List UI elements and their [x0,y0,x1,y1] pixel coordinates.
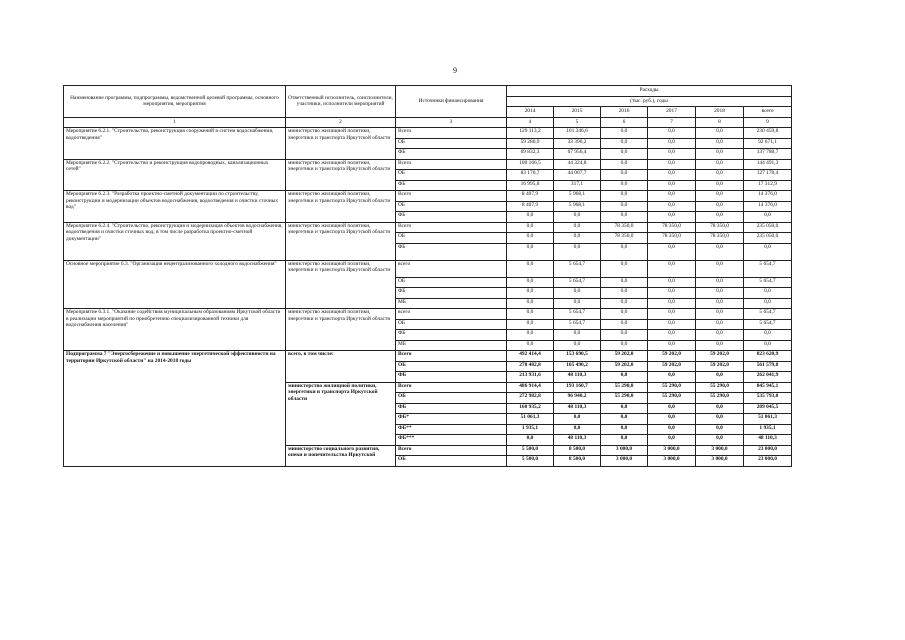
amount-cell: 5 654,7 [744,309,792,320]
amount-cell: 59 202,0 [648,361,696,372]
amount-cell: 0,0 [601,170,648,181]
table-body [64,128,792,467]
amount-cell: 0,0 [696,128,744,139]
amount-cell: 0,0 [744,298,792,309]
amount-cell: 0,0 [696,159,744,170]
amount-cell: 78 350,0 [601,233,648,244]
funding-source: ОБ [396,361,507,372]
amount-cell: 0,0 [601,149,648,160]
amount-cell: 100 166,5 [507,159,554,170]
header-executor: Ответственный исполнитель, соисполнители, участники, исполнители мероприятий [286,86,396,118]
amount-cell: 78 350,0 [696,233,744,244]
amount-cell: 48 110,3 [554,435,601,446]
amount-cell: 0,0 [648,298,696,309]
header-total: всего [744,107,792,118]
amount-cell: 5 654,7 [554,309,601,320]
amount-cell: 0,0 [601,260,648,277]
amount-cell: 0,0 [744,288,792,299]
amount-cell: 0,0 [648,170,696,181]
amount-cell: 8 500,0 [554,456,601,467]
funding-source: ОБ [396,170,507,181]
amount-cell: 0,0 [601,128,648,139]
amount-cell: 0,0 [648,201,696,212]
amount-cell: 0,0 [507,288,554,299]
amount-cell: 129 113,2 [507,128,554,139]
amount-cell: 0,0 [601,277,648,288]
amount-cell: 3 000,0 [696,456,744,467]
measure-name: Мероприятие 6.2.2. "Строительство и реконструкция водопроводных, канализационных сетей" [64,159,286,191]
amount-cell: 0,0 [648,159,696,170]
funding-source: Всего [396,222,507,233]
column-number: 7 [648,117,696,128]
amount-cell: 144 491,3 [744,159,792,170]
amount-cell: 3 000,0 [648,445,696,456]
amount-cell: 5 654,7 [744,319,792,330]
amount-cell: 0,0 [601,340,648,351]
amount-cell: 0,0 [648,309,696,320]
amount-cell: 0,0 [696,424,744,435]
subprogram-name: Подпрограмма 7 "Энергосбережение и повышение энергетической эффективности на территории Иркутской области" на 2014-2018 годы [64,351,286,467]
funding-source: ФБ [396,243,507,260]
funding-source: Всего [396,191,507,202]
amount-cell: 0,0 [648,277,696,288]
funding-source: Всего [396,128,507,139]
table-row [64,159,792,170]
amount-cell: 5 968,1 [554,201,601,212]
amount-cell: 0,0 [696,191,744,202]
header-year: 2014 [507,107,554,118]
amount-cell: 0,0 [696,149,744,160]
header-year: 2016 [601,107,648,118]
amount-cell: 0,0 [601,424,648,435]
funding-source: ОБ [396,201,507,212]
amount-cell: 55 290,0 [601,393,648,404]
column-number: 9 [744,117,792,128]
amount-cell: 262 041,9 [744,372,792,383]
amount-cell: 535 793,0 [744,393,792,404]
amount-cell: 48 110,3 [554,372,601,383]
amount-cell: 0,0 [648,138,696,149]
amount-cell: 101 346,6 [554,128,601,139]
amount-cell: 23 000,0 [744,456,792,467]
funding-source: ОБ [396,319,507,330]
amount-cell: 17 312,9 [744,180,792,191]
amount-cell: 59 202,0 [648,351,696,362]
amount-cell: 0,0 [648,191,696,202]
amount-cell: 0,0 [648,212,696,223]
table-row [64,351,792,362]
amount-cell: 235 050,0 [744,233,792,244]
funding-source: ФБ* [396,414,507,425]
amount-cell: 55 290,0 [696,393,744,404]
amount-cell: 0,0 [554,243,601,260]
header-name: Наименование программы, подпрограммы, ведомственной целевой программы, основного мероприятия, мероприятия [64,86,286,118]
amount-cell: 5 500,0 [507,445,554,456]
table-header [64,86,792,128]
funding-source: ОБ [396,393,507,404]
amount-cell: 0,0 [601,243,648,260]
table-row [64,260,792,277]
funding-source: Всего [396,351,507,362]
executor: министерство жилищной политики, энергетики и транспорта Иркутской области [286,260,396,309]
amount-cell: 0,0 [601,330,648,341]
amount-cell: 823 620,9 [744,351,792,362]
amount-cell: 561 579,0 [744,361,792,372]
amount-cell: 16 995,8 [507,180,554,191]
amount-cell: 1 935,1 [507,424,554,435]
amount-cell: 5 654,7 [554,260,601,277]
amount-cell: 0,0 [648,435,696,446]
column-number: 2 [286,117,396,128]
amount-cell: 0,0 [696,372,744,383]
amount-cell: 55 290,0 [601,382,648,393]
amount-cell: 0,0 [648,288,696,299]
amount-cell: 0,0 [696,298,744,309]
funding-source: ФБ [396,149,507,160]
amount-cell: 0,0 [696,330,744,341]
column-number: 1 [64,117,286,128]
amount-cell: 0,0 [601,288,648,299]
funding-source: МБ [396,340,507,351]
amount-cell: 59 202,0 [601,361,648,372]
funding-source: ФБ [396,288,507,299]
amount-cell: 55 290,0 [696,382,744,393]
amount-cell: 8 407,9 [507,191,554,202]
amount-cell: 105 490,2 [554,361,601,372]
funding-source: ФБ*** [396,435,507,446]
amount-cell: 3 000,0 [696,445,744,456]
header-year: 2015 [554,107,601,118]
column-number: 4 [507,117,554,128]
header-year: 2017 [648,107,696,118]
amount-cell: 83 170,7 [507,170,554,181]
amount-cell: 48 110,3 [744,435,792,446]
amount-cell: 0,0 [554,340,601,351]
amount-cell: 5 500,0 [507,456,554,467]
amount-cell: 0,0 [554,288,601,299]
amount-cell: 59 202,0 [696,361,744,372]
amount-cell: 33 390,2 [554,138,601,149]
amount-cell: 59 202,0 [601,351,648,362]
amount-cell: 1 935,1 [744,424,792,435]
funding-source: ФБ [396,403,507,414]
executor: всего, в том числе: [286,351,396,383]
column-number: 6 [601,117,648,128]
amount-cell: 492 414,4 [507,351,554,362]
table-row [64,191,792,202]
amount-cell: 317,1 [554,180,601,191]
amount-cell: 5 654,7 [554,277,601,288]
amount-cell: 209 045,5 [744,403,792,414]
amount-cell: 78 350,0 [648,222,696,233]
executor: министерство жилищной политики, энергетики и транспорта Иркутской области [286,309,396,351]
amount-cell: 0,0 [648,424,696,435]
amount-cell: 0,0 [507,319,554,330]
amount-cell: 0,0 [696,243,744,260]
amount-cell: 3 000,0 [601,456,648,467]
amount-cell: 0,0 [601,138,648,149]
amount-cell: 0,0 [648,128,696,139]
amount-cell: 5 654,7 [554,319,601,330]
column-number: 8 [696,117,744,128]
amount-cell: 0,0 [648,260,696,277]
amount-cell: 0,0 [648,414,696,425]
amount-cell: 213 931,6 [507,372,554,383]
amount-cell: 55 290,0 [648,382,696,393]
funding-source: МБ [396,298,507,309]
table-row [64,309,792,320]
amount-cell: 0,0 [696,309,744,320]
amount-cell: 845 945,1 [744,382,792,393]
amount-cell: 23 000,0 [744,445,792,456]
amount-cell: 59 202,0 [696,351,744,362]
amount-cell: 0,0 [554,233,601,244]
amount-cell: 0,0 [601,201,648,212]
amount-cell: 5 968,1 [554,191,601,202]
amount-cell: 8 500,0 [554,445,601,456]
amount-cell: 51 061,3 [507,414,554,425]
amount-cell: 0,0 [601,319,648,330]
amount-cell: 0,0 [696,180,744,191]
amount-cell: 0,0 [601,298,648,309]
amount-cell: 272 982,8 [507,393,554,404]
amount-cell: 78 350,0 [601,222,648,233]
amount-cell: 0,0 [696,260,744,277]
header-units: (тыс. руб.), годы [507,96,792,107]
executor: министерство жилищной политики, энергетики и транспорта Иркутской области [286,222,396,260]
amount-cell: 55 290,0 [648,393,696,404]
amount-cell: 0,0 [648,319,696,330]
amount-cell: 0,0 [696,288,744,299]
amount-cell: 230 459,8 [744,128,792,139]
executor: министерство жилищной политики, энергетики и транспорта Иркутской области [286,382,396,445]
funding-source: ФБ [396,330,507,341]
amount-cell: 69 832,3 [507,149,554,160]
amount-cell: 0,0 [601,191,648,202]
funding-source: ФБ [396,372,507,383]
amount-cell: 0,0 [507,309,554,320]
amount-cell: 67 956,4 [554,149,601,160]
table-row [64,128,792,139]
amount-cell: 0,0 [507,212,554,223]
amount-cell: 14 376,0 [744,201,792,212]
amount-cell: 59 280,9 [507,138,554,149]
amount-cell: 0,0 [696,277,744,288]
amount-cell: 127 178,4 [744,170,792,181]
amount-cell: 0,0 [696,435,744,446]
measure-name: Мероприятие 6.2.4. "Строительство, реконструкция и модернизация объектов водоснабжения, водоотведения и очистки сточных вод, в том числе разработка проектно-сметной документации" [64,222,286,260]
table-row [64,222,792,233]
amount-cell: 0,0 [744,340,792,351]
executor: министерство социального развития, опеки и попечительства Иркутской [286,445,396,466]
funding-source: ОБ [396,456,507,467]
amount-cell: 278 482,8 [507,361,554,372]
amount-cell: 0,0 [601,180,648,191]
amount-cell: 0,0 [554,212,601,223]
amount-cell: 0,0 [507,233,554,244]
amount-cell: 0,0 [696,138,744,149]
funding-source: всего [396,309,507,320]
amount-cell: 0,0 [601,212,648,223]
amount-cell: 92 671,1 [744,138,792,149]
funding-source: Всего [396,445,507,456]
amount-cell: 0,0 [601,372,648,383]
amount-cell: 0,0 [554,222,601,233]
measure-name: Мероприятие 6.2.3. "Разработка проектно-сметной документации по строительству, реконструкции и модернизации объектов водоснабжения, водоотведения и очистки сточных вод" [64,191,286,223]
executor: министерство жилищной политики, энергетики и транспорта Иркутской области [286,128,396,160]
measure-name: Мероприятие 6.2.1. "Строительство, реконструкция сооружений и систем водоснабжения, водоотведения" [64,128,286,160]
funding-source: ОБ [396,233,507,244]
amount-cell: 0,0 [554,424,601,435]
amount-cell: 0,0 [648,330,696,341]
amount-cell: 0,0 [601,403,648,414]
column-number: 5 [554,117,601,128]
funding-source: Всего [396,159,507,170]
amount-cell: 48 110,3 [554,403,601,414]
amount-cell: 0,0 [507,260,554,277]
amount-cell: 0,0 [648,149,696,160]
amount-cell: 0,0 [554,298,601,309]
header-source: Источники финансирования [396,86,507,118]
amount-cell: 78 350,0 [696,222,744,233]
amount-cell: 14 376,0 [744,191,792,202]
amount-cell: 0,0 [696,212,744,223]
amount-cell: 3 000,0 [601,445,648,456]
amount-cell: 8 407,9 [507,201,554,212]
amount-cell: 0,0 [648,372,696,383]
funding-source: ФБ** [396,424,507,435]
amount-cell: 44 007,7 [554,170,601,181]
amount-cell: 0,0 [507,222,554,233]
funding-source: Всего [396,382,507,393]
amount-cell: 153 690,5 [554,351,601,362]
amount-cell: 0,0 [507,277,554,288]
amount-cell: 0,0 [744,212,792,223]
executor: министерство жилищной политики, энергетики и транспорта Иркутской области [286,191,396,223]
amount-cell: 160 935,2 [507,403,554,414]
measure-name: Основное мероприятие 6.3. "Организация нецентрализованного холодного водоснабжения" [64,260,286,309]
amount-cell: 5 654,7 [744,277,792,288]
amount-cell: 0,0 [554,414,601,425]
amount-cell: 0,0 [744,330,792,341]
amount-cell: 0,0 [744,243,792,260]
amount-cell: 44 324,8 [554,159,601,170]
amount-cell: 3 000,0 [648,456,696,467]
page-number: 9 [453,66,457,75]
amount-cell: 0,0 [507,298,554,309]
amount-cell: 0,0 [648,243,696,260]
funding-source: ФБ [396,212,507,223]
amount-cell: 0,0 [507,243,554,260]
amount-cell: 0,0 [601,309,648,320]
executor: министерство жилищной политики, энергетики и транспорта Иркутской области [286,159,396,191]
amount-cell: 0,0 [554,330,601,341]
funding-source: ФБ [396,180,507,191]
amount-cell: 0,0 [648,340,696,351]
amount-cell: 0,0 [648,403,696,414]
amount-cell: 193 160,7 [554,382,601,393]
amount-cell: 0,0 [696,201,744,212]
amount-cell: 0,0 [648,180,696,191]
amount-cell: 0,0 [507,330,554,341]
amount-cell: 5 654,7 [744,260,792,277]
amount-cell: 0,0 [696,170,744,181]
column-number: 3 [396,117,507,128]
funding-source: ОБ [396,277,507,288]
amount-cell: 0,0 [507,435,554,446]
funding-source: ОБ [396,138,507,149]
header-expenses: Расходы [507,86,792,97]
funding-source: всего [396,260,507,277]
amount-cell: 0,0 [601,414,648,425]
amount-cell: 51 061,3 [744,414,792,425]
expenses-table [63,85,792,467]
amount-cell: 78 350,0 [648,233,696,244]
amount-cell: 137 788,7 [744,149,792,160]
amount-cell: 0,0 [696,319,744,330]
amount-cell: 0,0 [601,159,648,170]
amount-cell: 0,0 [507,340,554,351]
amount-cell: 96 940,2 [554,393,601,404]
amount-cell: 235 050,0 [744,222,792,233]
header-year: 2018 [696,107,744,118]
amount-cell: 0,0 [696,414,744,425]
amount-cell: 0,0 [601,435,648,446]
amount-cell: 0,0 [696,403,744,414]
amount-cell: 486 914,4 [507,382,554,393]
measure-name: Мероприятие 6.3.1. "Оказание содействия муниципальным образованиям Иркутской области в реализации мероприятий по приобретению специализированной техники для водоснабжения населения" [64,309,286,351]
amount-cell: 0,0 [696,340,744,351]
